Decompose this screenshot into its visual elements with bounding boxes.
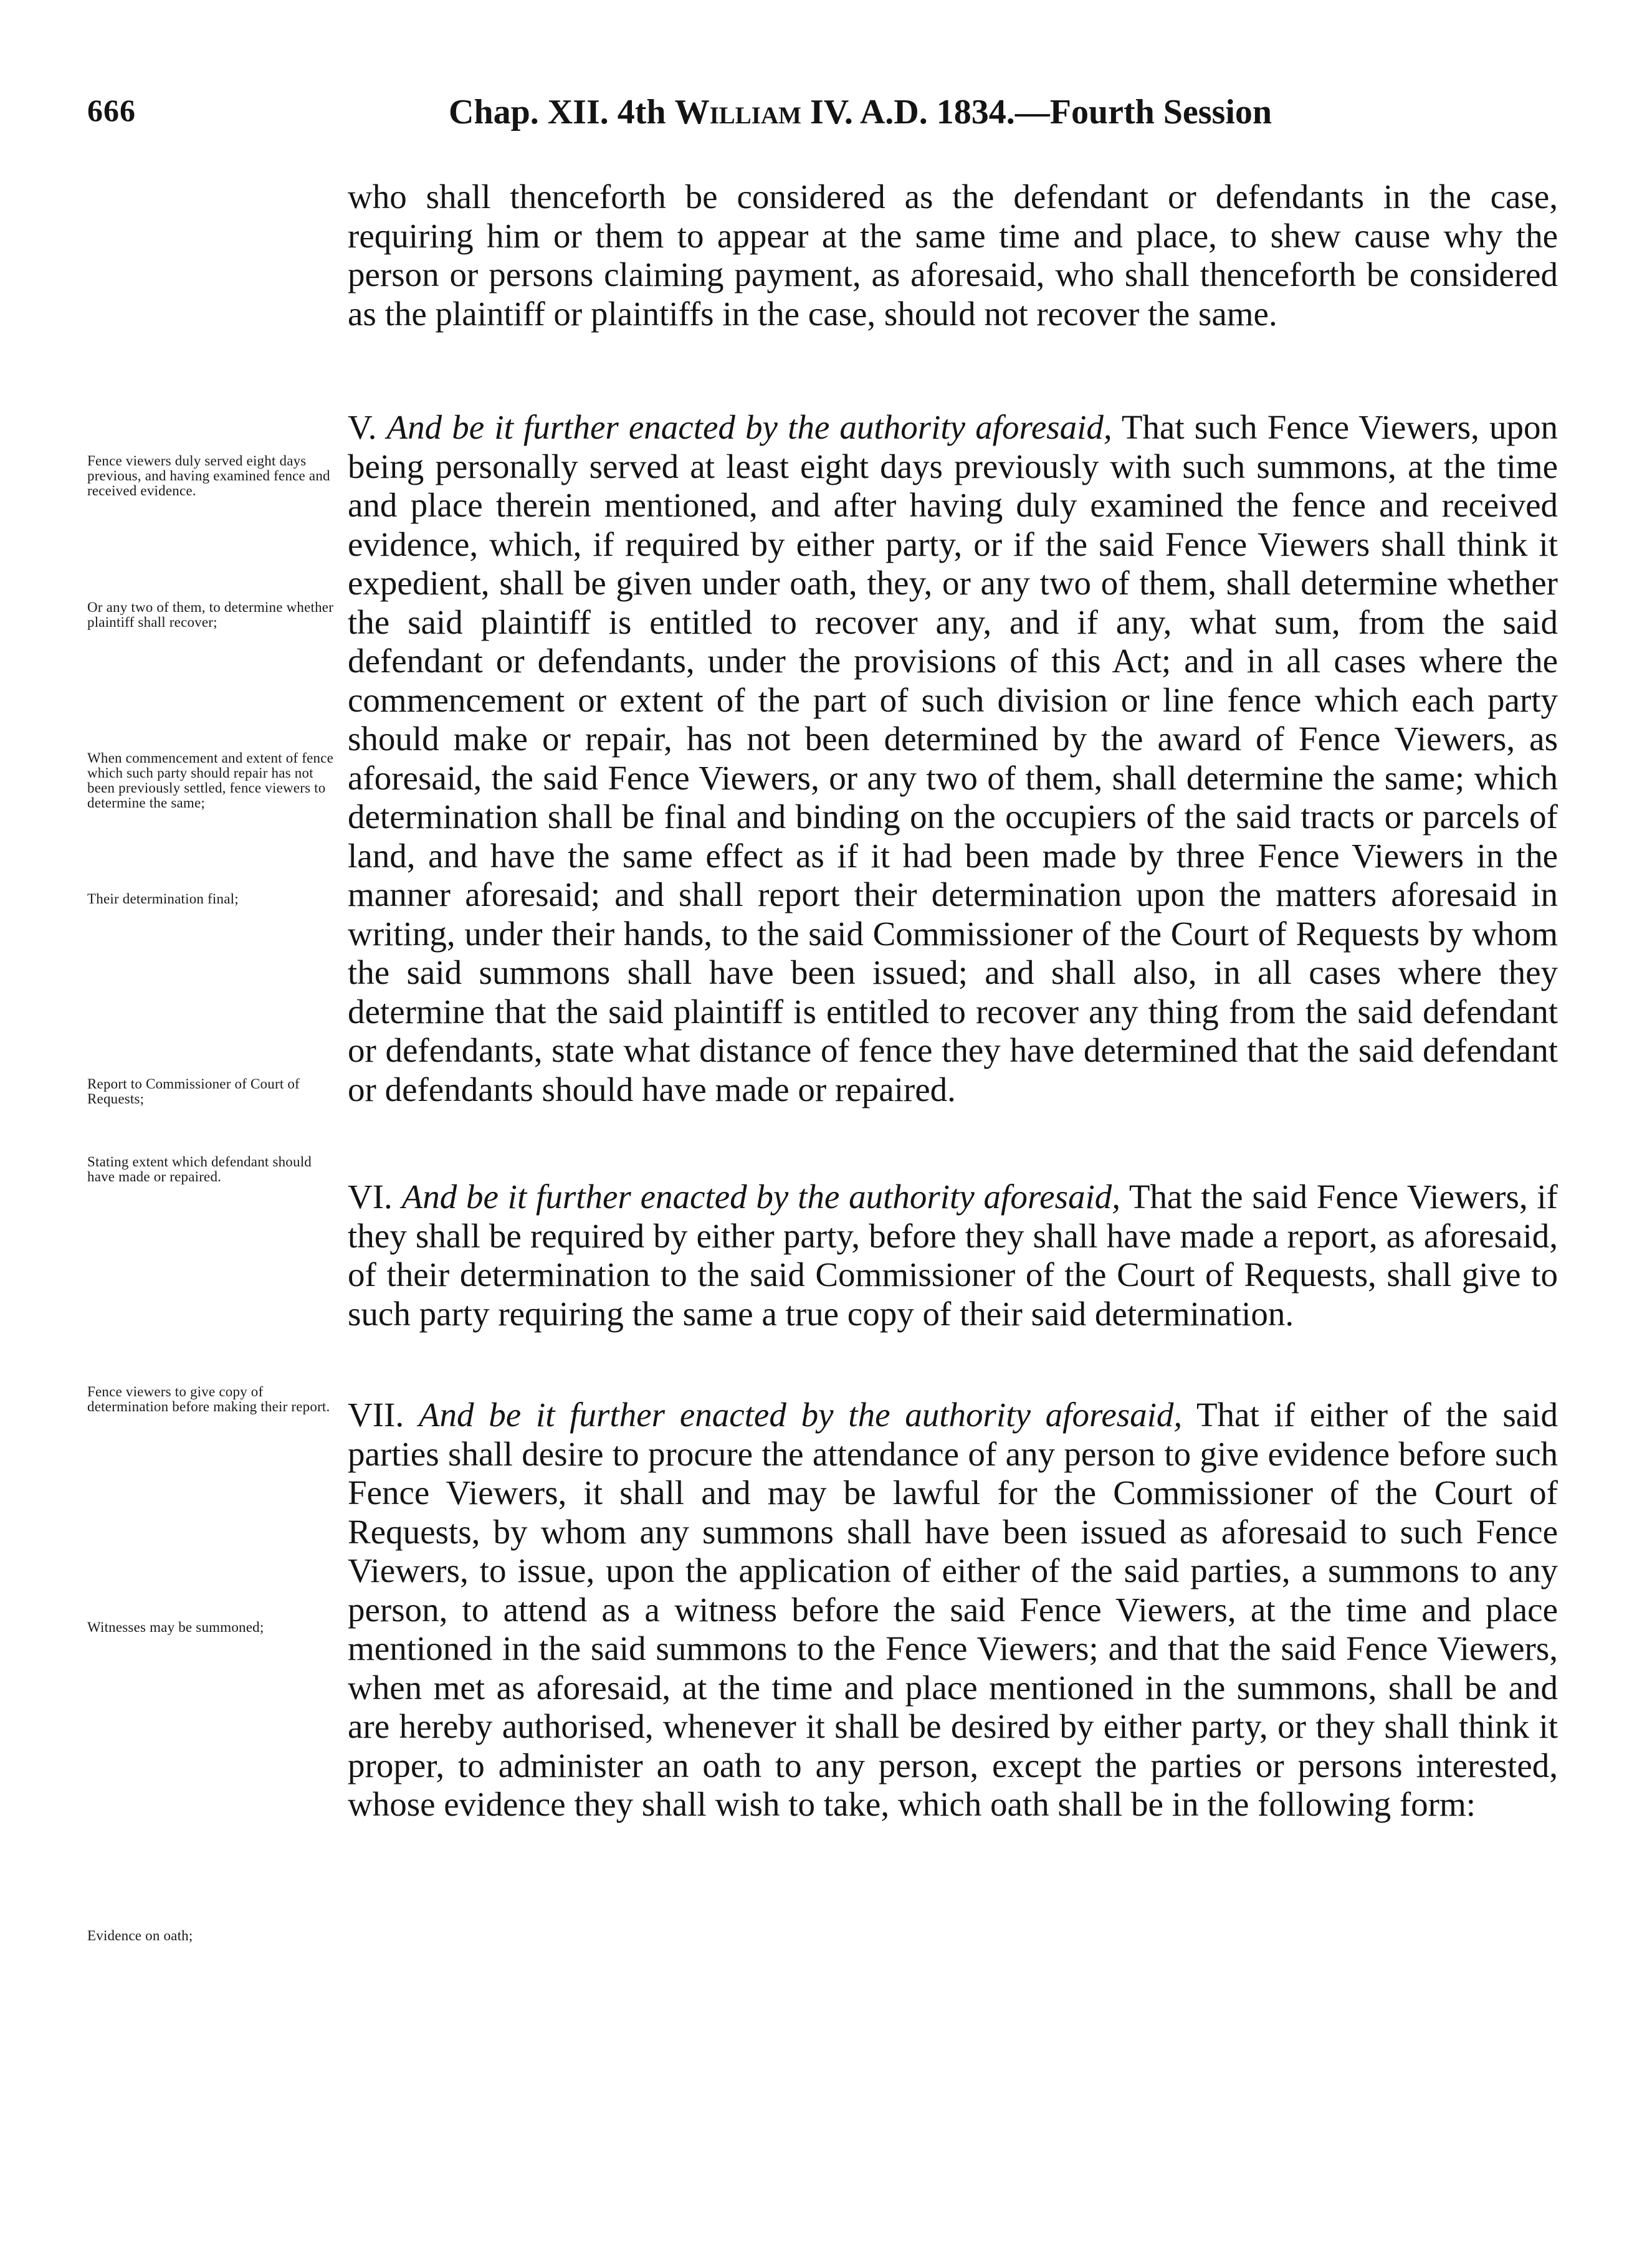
section-number: V.: [348, 408, 377, 446]
margin-note: Fence viewers duly served eight days previous, and having examined fence and received evidence.: [87, 453, 330, 498]
section-text: That the said Fence Viewers, if they shall be required by either party, before they shall have made a report, as aforesaid, of their determination to the said Commissioner of the Court of Requests, shall give to such party requiring the same a true copy of their said determination.: [348, 1178, 1558, 1333]
monarch-name: William IV.: [674, 93, 853, 131]
enacting-words: And be it further enacted by the authority aforesaid,: [418, 1396, 1183, 1434]
margin-note: Witnesses may be summoned;: [87, 1619, 264, 1635]
section-number: VI.: [348, 1178, 393, 1216]
margin-note: Or any two of them, to determine whether plaintiff shall recover;: [87, 599, 334, 630]
section-vii: [348, 1396, 1558, 1824]
margin-note: Their determination final;: [87, 891, 239, 907]
page-number: 666: [87, 93, 136, 128]
margin-note: Report to Commissioner of Court of Requests;: [87, 1076, 300, 1107]
regnal-prefix: 4th: [617, 93, 666, 131]
section-text: That if either of the said parties shall desire to procure the attendance of any person to give evidence before such Fence Viewers, it shall and may be lawful for the Commissioner of the Court of Requests, by whom any summons shall have been issued as aforesaid to such Fence Viewers, to issue, upon the application of either of the said parties, a summons to any person, to attend as a witness before the said Fence Viewers, at the time and place mentioned in the said summons to the Fence Viewers; and that the said Fence Viewers, when met as aforesaid, at the time and place mentioned in the summons, shall be and are hereby authorised, whenever it shall be desired by either party, or they shall think it proper, to administer an oath to any person, except the parties or persons interested, whose evidence they shall wish to take, which oath shall be in the following form:: [348, 1396, 1558, 1823]
year-session: A.D. 1834.—Fourth Session: [859, 93, 1272, 131]
margin-note: When commencement and extent of fence which such party should repair has not been previously settled, fence viewers to determine the same;: [87, 750, 334, 811]
section-vi: [348, 1178, 1558, 1333]
opening-paragraph: who shall thenceforth be considered as the defendant or defendants in the case, requiring him or them to appear at the same time and place, to shew cause why the person or persons claiming payment, as aforesaid, who shall thenceforth be considered as the plaintiff or plaintiffs in the case, should not recover the same.: [348, 178, 1558, 333]
margin-note: Evidence on oath;: [87, 1928, 193, 1943]
margin-note: Stating extent which defendant should have made or repaired.: [87, 1154, 312, 1184]
body-text-column: [348, 178, 1558, 1824]
margin-note: Fence viewers to give copy of determination before making their report.: [87, 1384, 330, 1414]
running-head: [449, 92, 1583, 132]
enacting-words: And be it further enacted by the authority aforesaid,: [401, 1178, 1121, 1216]
section-text: That such Fence Viewers, upon being personally served at least eight days previously with such summons, at the time and place therein mentioned, and after having duly examined the fence and received evidence, which, if required by either party, or if the said Fence Viewers shall think it expedient, shall be given under oath, they, or any two of them, shall determine whether the said plaintiff is entitled to recover any, and if any, what sum, from the said defendant or defendants, under the provisions of this Act; and in all cases where the commencement or extent of the part of such division or line fence which each party should make or repair, has not been determined by the award of Fence Viewers, as aforesaid, the said Fence Viewers, or any two of them, shall determine the same; which determination shall be final and binding on the occupiers of the said tracts or parcels of land, and have the same effect as if it had been made by three Fence Viewers in the manner aforesaid; and shall report their determination upon the matters aforesaid in writing, under their hands, to the said Commissioner of the Court of Requests by whom the said summons shall have been issued; and shall also, in all cases where they determine that the said plaintiff is entitled to recover any thing from the said defendant or defendants, state what distance of fence they have determined that the said defendant or defendants should have made or repaired.: [348, 408, 1558, 1108]
chapter-label: Chap. XII.: [449, 93, 609, 131]
enacting-words: And be it further enacted by the authority aforesaid,: [386, 408, 1112, 446]
section-number: VII.: [348, 1396, 404, 1434]
section-v: [348, 408, 1558, 1109]
